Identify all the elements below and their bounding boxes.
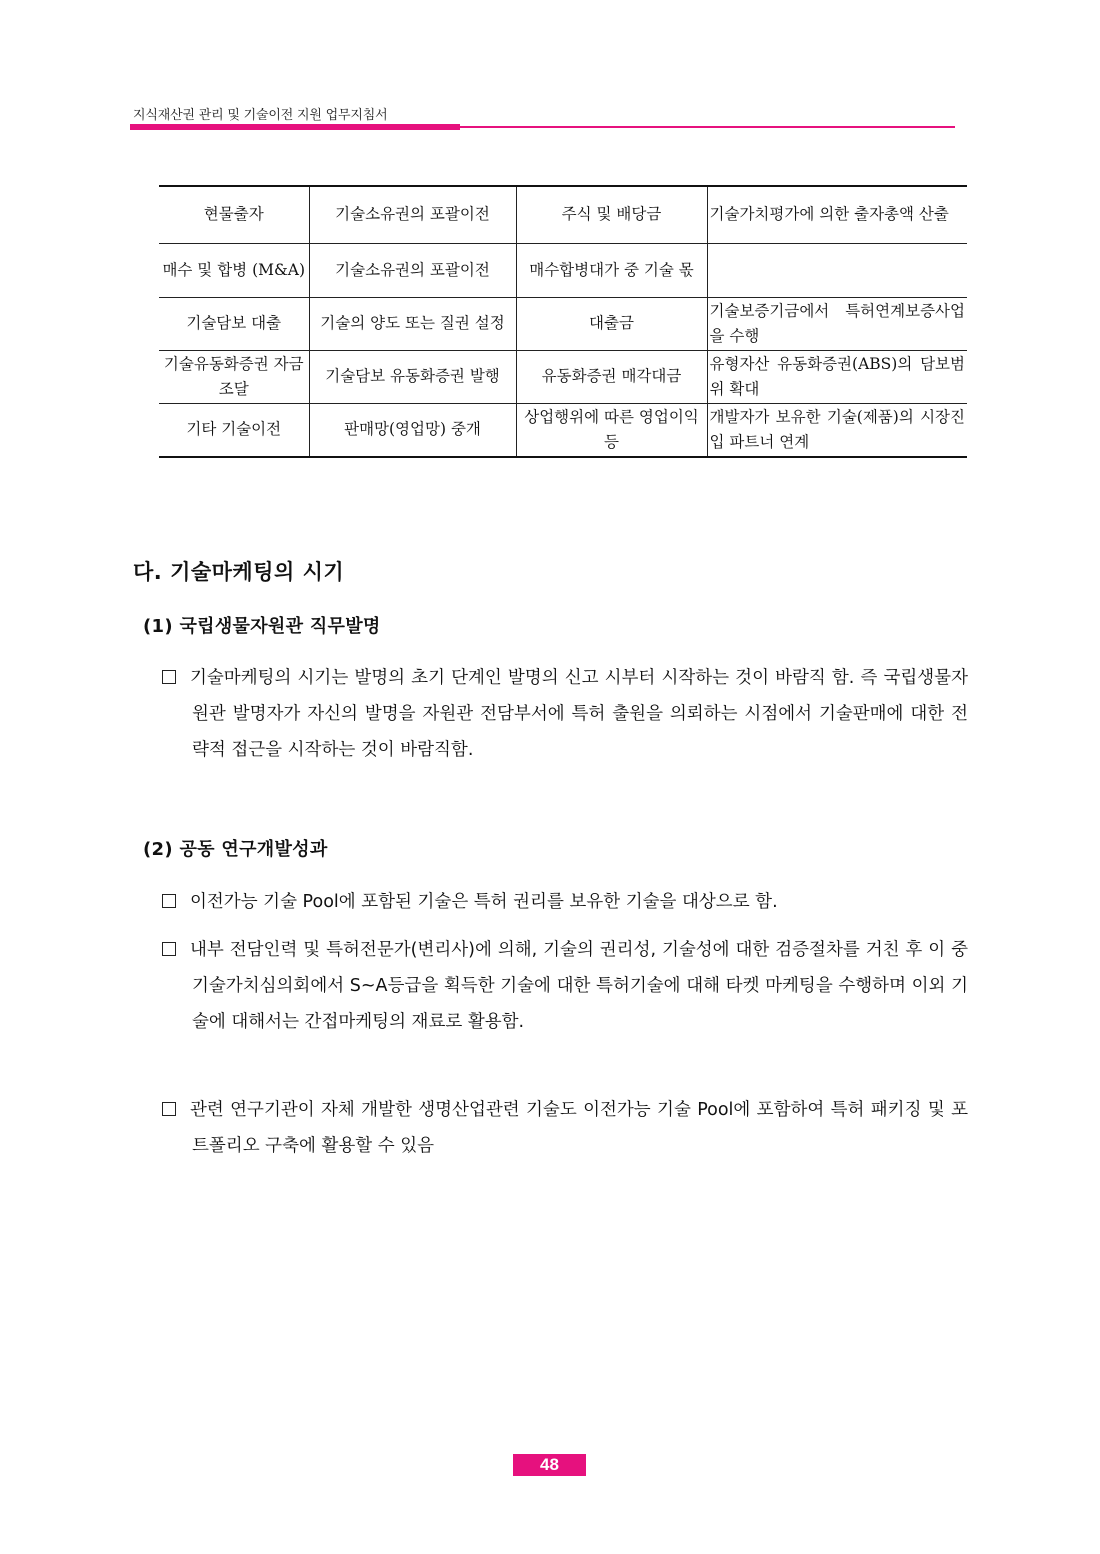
technology-transfer-table [159, 185, 967, 458]
table-cell: 유동화증권 매각대금 [516, 350, 707, 403]
subsection-heading-2: (2) 공동 연구개발성과 [143, 839, 328, 860]
table-row [159, 186, 967, 243]
bullet-paragraph: 내부 전담인력 및 특허전문가(변리사)에 의해, 기술의 권리성, 기술성에 대한 검증절차를 거친 후 이 중 기술가치심의회에서 S~A등급을 획득한 기술에 대한 특허기술에 대해 타켓 마케팅을 수행하며 이외 기술에 대해서는 간접마케팅의 재료로 활용함. [162, 932, 968, 1040]
table-cell: 기술가치평가에 의한 출자총액 산출 [707, 186, 967, 243]
bullet-paragraph: 기술마케팅의 시기는 발명의 초기 단계인 발명의 신고 시부터 시작하는 것이 바람직 함. 즉 국립생물자원관 발명자가 자신의 발명을 자원관 전담부서에 특허 출원을 의뢰하는 시점에서 기술판매에 대한 전략적 접근을 시작하는 것이 바람직함. [162, 660, 968, 768]
table-cell: 기타 기술이전 [159, 403, 309, 457]
table-row [159, 297, 967, 350]
section-heading: 다. 기술마케팅의 시기 [133, 560, 345, 584]
table-row [159, 403, 967, 457]
table-cell: 기술의 양도 또는 질권 설정 [309, 297, 516, 350]
table-cell: 기술소유권의 포괄이전 [309, 186, 516, 243]
subsection-heading-1: (1) 국립생물자원관 직무발명 [143, 616, 381, 637]
table-row [159, 350, 967, 403]
table-cell: 유형자산 유동화증권(ABS)의 담보범위 확대 [707, 350, 967, 403]
table-cell: 매수합병대가 중 기술 몫 [516, 243, 707, 297]
page-number: 48 [513, 1454, 586, 1476]
table-cell: 기술소유권의 포괄이전 [309, 243, 516, 297]
table-cell: 현물출자 [159, 186, 309, 243]
table-cell: 기술담보 유동화증권 발행 [309, 350, 516, 403]
running-header: 지식재산권 관리 및 기술이전 지원 업무지침서 [133, 108, 388, 123]
bullet-paragraph: 관련 연구기관이 자체 개발한 생명산업관련 기술도 이전가능 기술 Pool에 포함하여 특허 패키징 및 포트폴리오 구축에 활용할 수 있음 [162, 1092, 968, 1164]
table-cell [707, 243, 967, 297]
table-cell: 상업행위에 따른 영업이익 등 [516, 403, 707, 457]
table-cell: 주식 및 배당금 [516, 186, 707, 243]
checkbox-bullet-icon [162, 942, 176, 956]
table-row [159, 243, 967, 297]
table-cell: 기술담보 대출 [159, 297, 309, 350]
table-cell: 대출금 [516, 297, 707, 350]
checkbox-bullet-icon [162, 1102, 176, 1116]
table-cell: 기술유동화증권 자금조달 [159, 350, 309, 403]
bullet-paragraph: 이전가능 기술 Pool에 포함된 기술은 특허 권리를 보유한 기술을 대상으로 함. [162, 884, 968, 920]
table-cell: 기술보증기금에서 특허연계보증사업을 수행 [707, 297, 967, 350]
table-cell: 개발자가 보유한 기술(제품)의 시장진입 파트너 연계 [707, 403, 967, 457]
checkbox-bullet-icon [162, 894, 176, 908]
table-cell: 매수 및 합병 (M&A) [159, 243, 309, 297]
checkbox-bullet-icon [162, 670, 176, 684]
header-rule-accent [130, 124, 460, 130]
table-cell: 판매망(영업망) 중개 [309, 403, 516, 457]
